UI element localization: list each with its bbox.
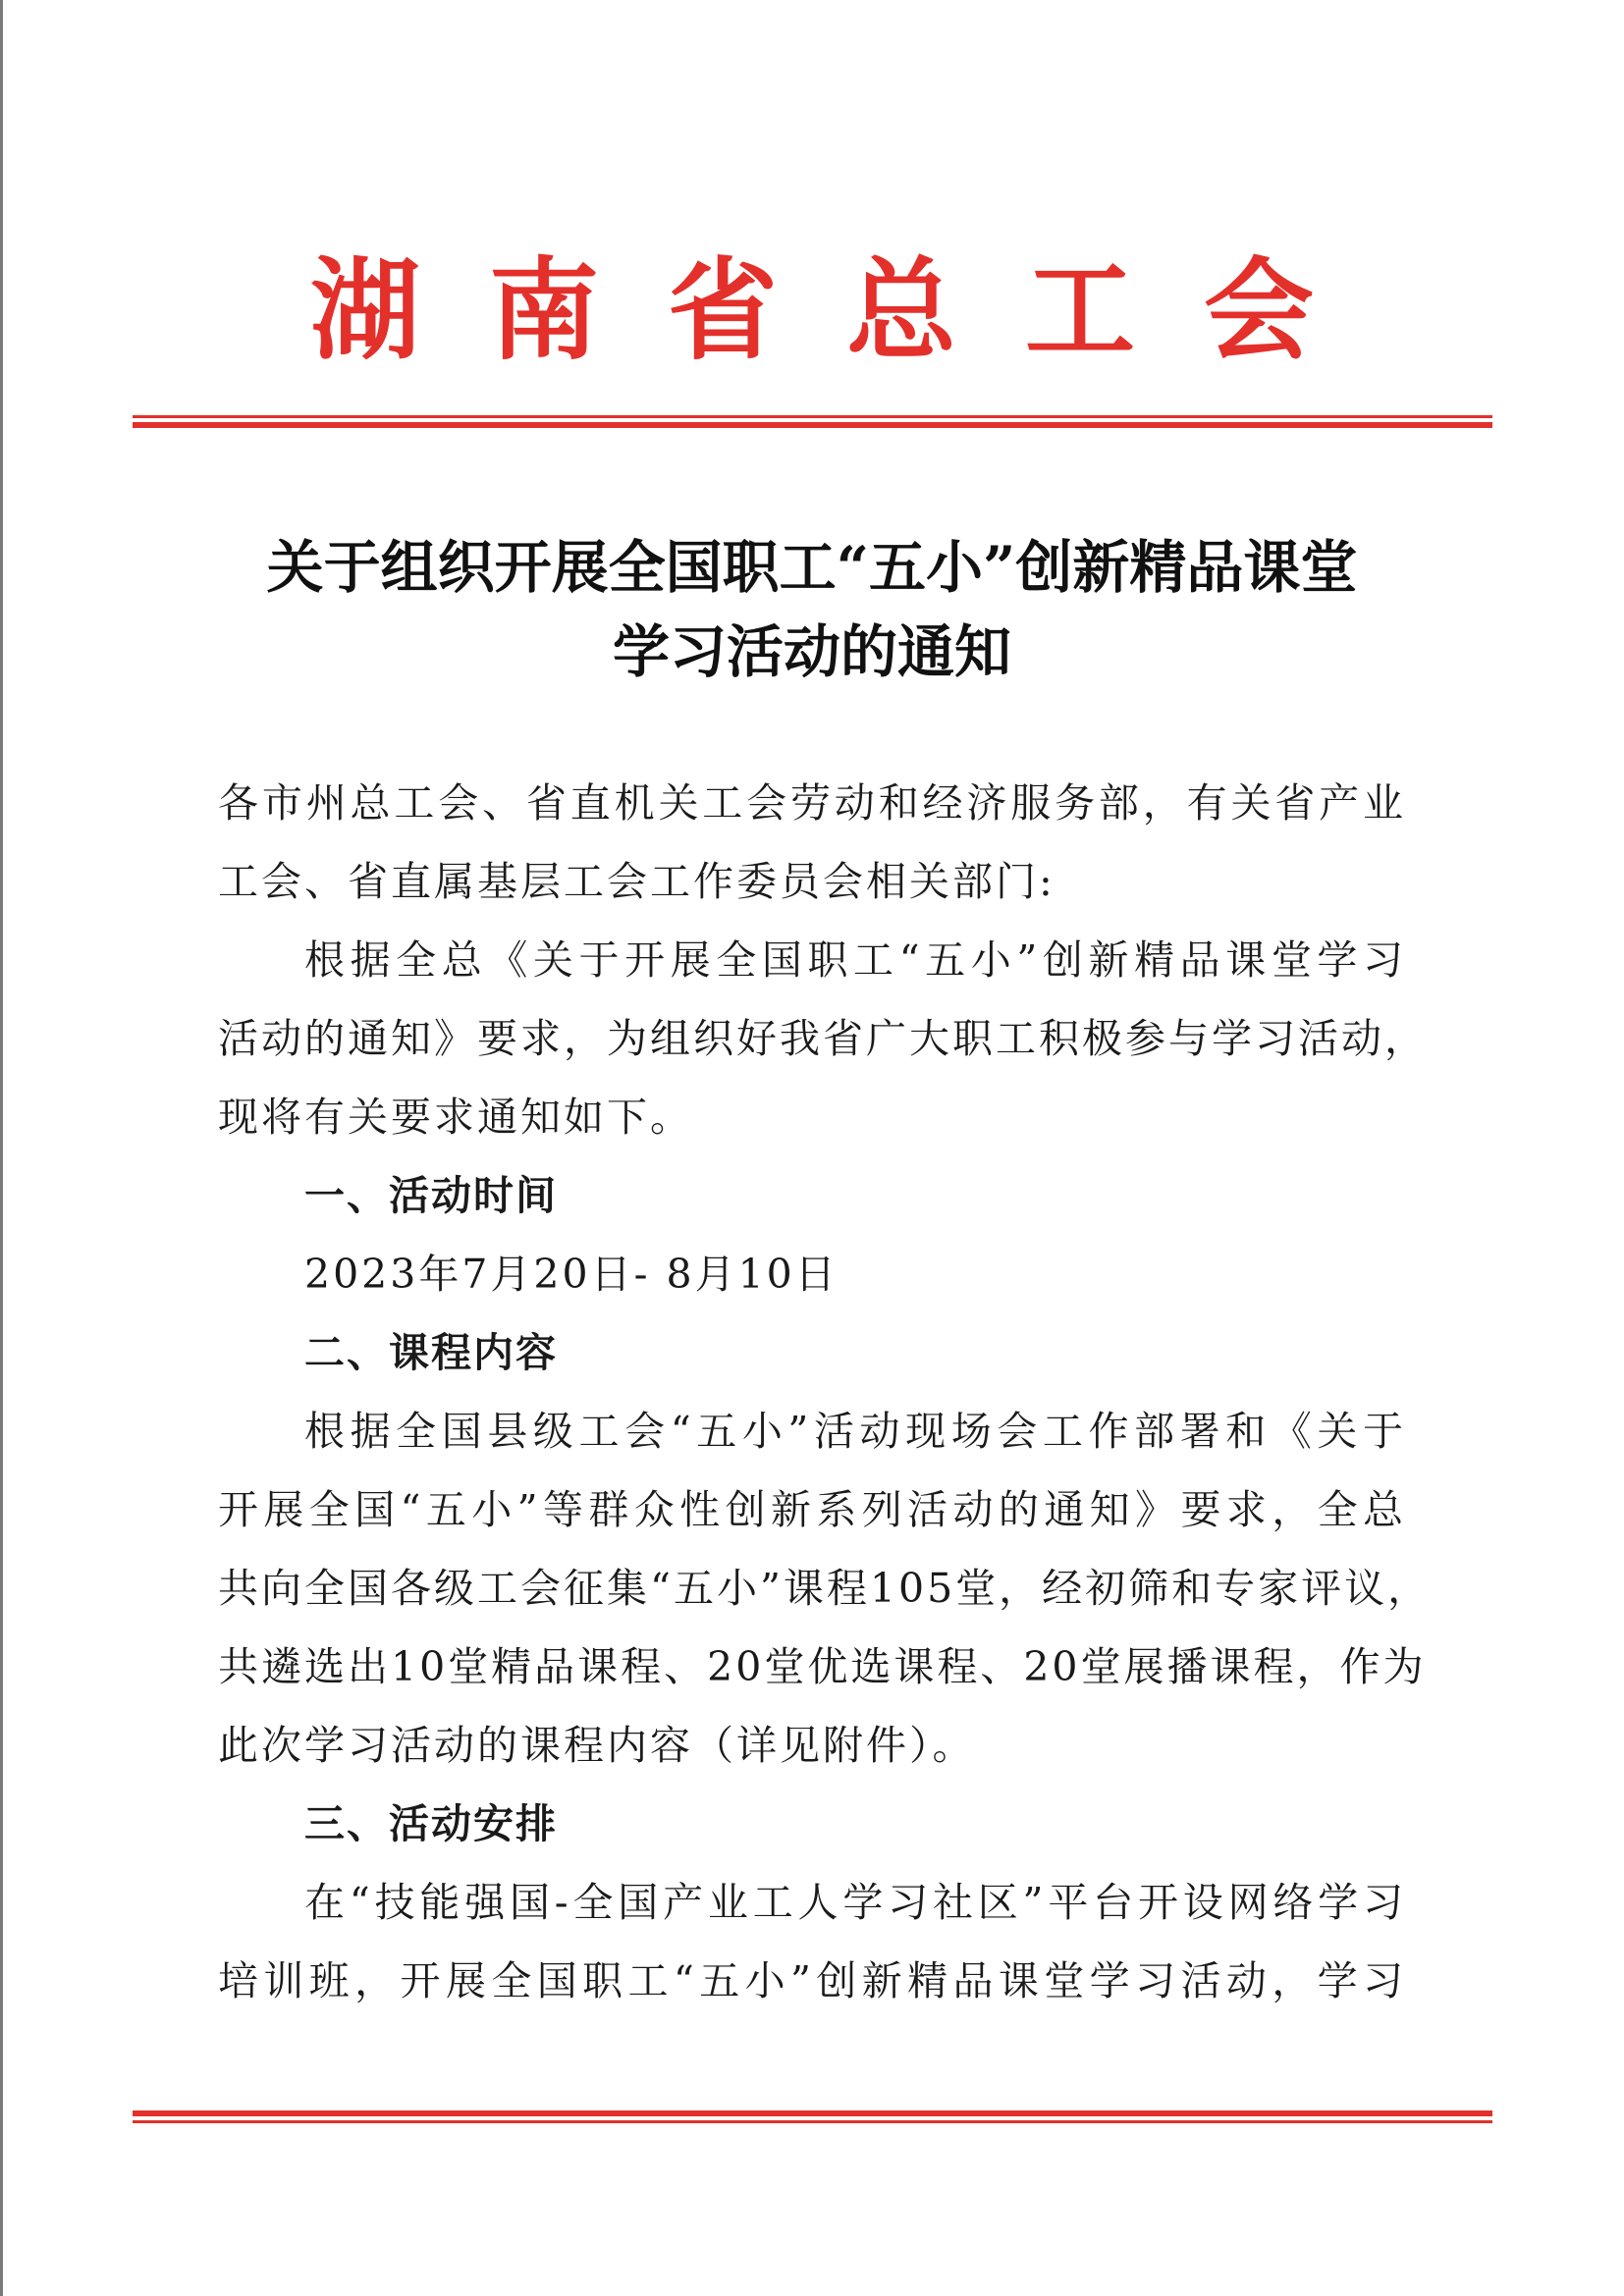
doc-title-line-1: 关于组织开展全国职工“五小”创新精品课堂 [266,534,1358,601]
intro-line-3: 现将有关要求通知如下。 [218,1094,693,1141]
salutation-line-2: 工会、省直属基层工会工作委员会相关部门: [218,858,1056,905]
section-2-line-3: 共向全国各级工会征集“五小”课程105堂，经初筛和专家评议， [218,1565,1432,1612]
section-3-line-2: 培训班，开展全国职工“五小”创新精品课堂学习活动，学习 [218,1957,1406,2004]
section-1-text: 2023年7月20日- 8月10日 [304,1251,839,1298]
section-1-heading: 一、活动时间 [304,1172,558,1219]
org-masthead: 湖南省总工会 [310,247,1382,375]
footer-rule-thick [133,2110,1492,2116]
section-3-heading: 三、活动安排 [304,1800,558,1847]
section-2-heading: 二、课程内容 [304,1329,558,1376]
footer-rule-thin [133,2120,1492,2123]
doc-title-line-2: 学习活动的通知 [612,618,1011,685]
salutation-line-1: 各市州总工会、省直机关工会劳动和经济服务部，有关省产业 [218,779,1406,827]
intro-line-2: 活动的通知》要求，为组织好我省广大职工积极参与学习活动， [218,1015,1428,1062]
section-2-line-4: 共遴选出10堂精品课程、20堂优选课程、20堂展播课程，作为 [218,1643,1427,1690]
masthead-rule-thin [133,415,1492,418]
section-2-line-2: 开展全国“五小”等群众性创新系列活动的通知》要求，全总 [218,1486,1406,1533]
masthead-rule-thick [133,422,1492,428]
intro-line-1: 根据全总《关于开展全国职工“五小”创新精品课堂学习 [304,936,1406,984]
section-2-line-5: 此次学习活动的课程内容（详见附件）。 [218,1722,976,1769]
section-3-line-1: 在“技能强国-全国产业工人学习社区”平台开设网络学习 [304,1879,1406,1926]
section-2-line-1: 根据全国县级工会“五小”活动现场会工作部署和《关于 [304,1408,1406,1455]
